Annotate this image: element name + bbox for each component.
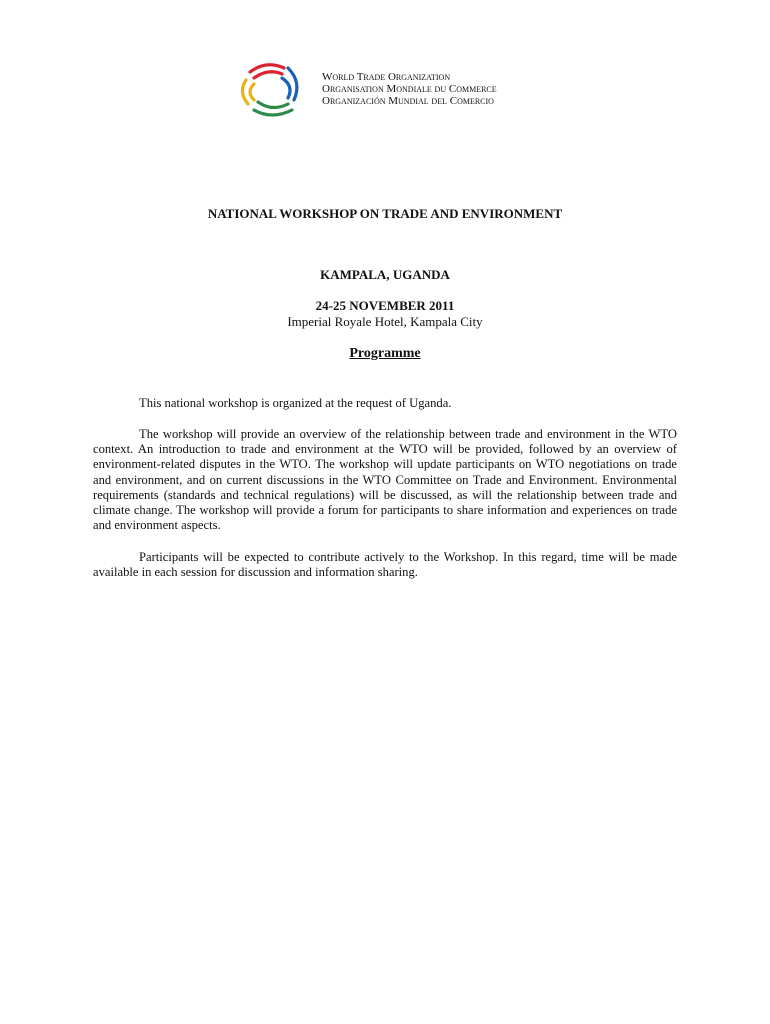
event-dates: 24-25 NOVEMBER 2011 — [315, 298, 455, 313]
org-name-english: World Trade Organization — [322, 71, 451, 83]
org-name-spanish: Organización Mundial del Comercio — [322, 95, 494, 107]
paragraph-participation: Participants will be expected to contribute actively to the Workshop. In this regard, time will be made available in each session for discussion and information sharing. — [93, 550, 677, 580]
wto-logo-icon — [236, 58, 308, 120]
paragraph-intro: This national workshop is organized at the request of Uganda. — [139, 396, 452, 410]
org-name-french: Organisation Mondiale du Commerce — [322, 83, 497, 95]
wto-header — [236, 58, 497, 120]
event-venue: Imperial Royale Hotel, Kampala City — [287, 314, 483, 329]
event-location: KAMPALA, UGANDA — [320, 267, 450, 282]
paragraph-overview: The workshop will provide an overview of the relationship between trade and environment in the WTO context. An introduction to trade and environment at the WTO will be provided, followed by an overview of environment-related disputes in the WTO. The workshop will update participants on WTO negotiations on trade and environment, and on current discussions in the WTO Committee on Trade and Environment. Environmental requirements (standards and technical regulations) will be discussed, as will the relationship between trade and climate change. The workshop will provide a forum for participants to share information and experiences on trade and environment aspects. — [93, 427, 677, 533]
document-title: NATIONAL WORKSHOP ON TRADE AND ENVIRONMENT — [207, 206, 563, 221]
section-heading: Programme — [349, 346, 421, 361]
organization-names — [322, 71, 497, 107]
